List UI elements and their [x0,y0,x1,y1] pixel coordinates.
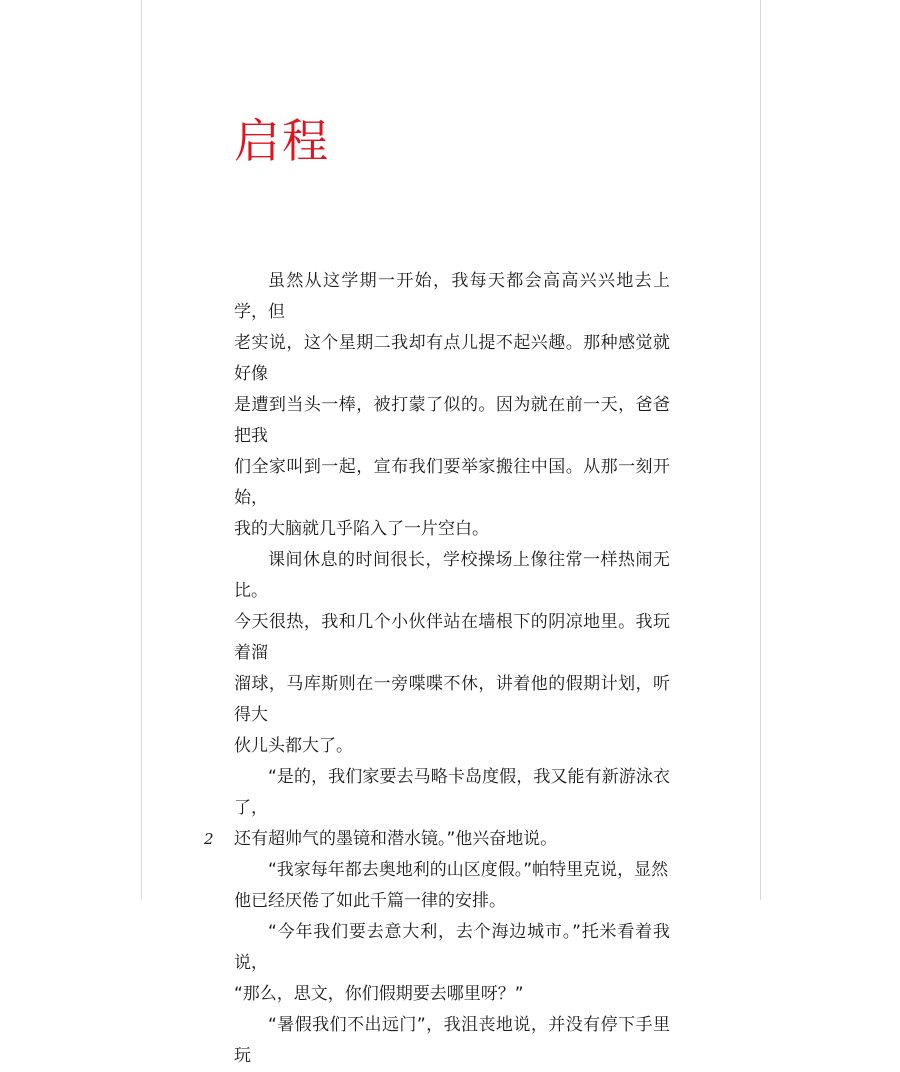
paragraph: “今年我们要去意大利，去个海边城市。”托米看着我说， “那么，思文，你们假期要去哪里呀？” [234,922,670,1004]
body-text [234,266,670,1072]
paragraph: “是的，我们家要去马略卡岛度假，我又能有新游泳衣了， 还有超帅气的墨镜和潜水镜。”他兴奋地说。 [234,767,670,849]
chapter-title: 启程 [234,114,330,168]
paragraph: 虽然从这学期一开始，我每天都会高高兴兴地去上学，但 老实说，这个星期二我却有点儿提不起兴趣。那种感觉就好像 是遭到当头一棒，被打蒙了似的。因为就在前一天，爸爸把我 们全家叫到一起，宣布我们要举家搬往中国。从那一刻开始， 我的大脑就几乎陷入了一片空白。 [234,271,670,539]
paragraph: “我家每年都去奥地利的山区度假。”帕特里克说，显然 他已经厌倦了如此千篇一律的安排。 [234,860,669,911]
paragraph: 课间休息的时间很长，学校操场上像往常一样热闹无比。 今天很热，我和几个小伙伴站在墙根下的阴凉地里。我玩着溜 溜球，马库斯则在一旁喋喋不休，讲着他的假期计划，听得大 伙儿头都大了。 [234,550,670,756]
book-page [141,0,761,1066]
paragraph: “暑假我们不出远门”，我沮丧地说，并没有停下手里玩 [234,1015,670,1066]
page-number: 2 [204,830,214,848]
